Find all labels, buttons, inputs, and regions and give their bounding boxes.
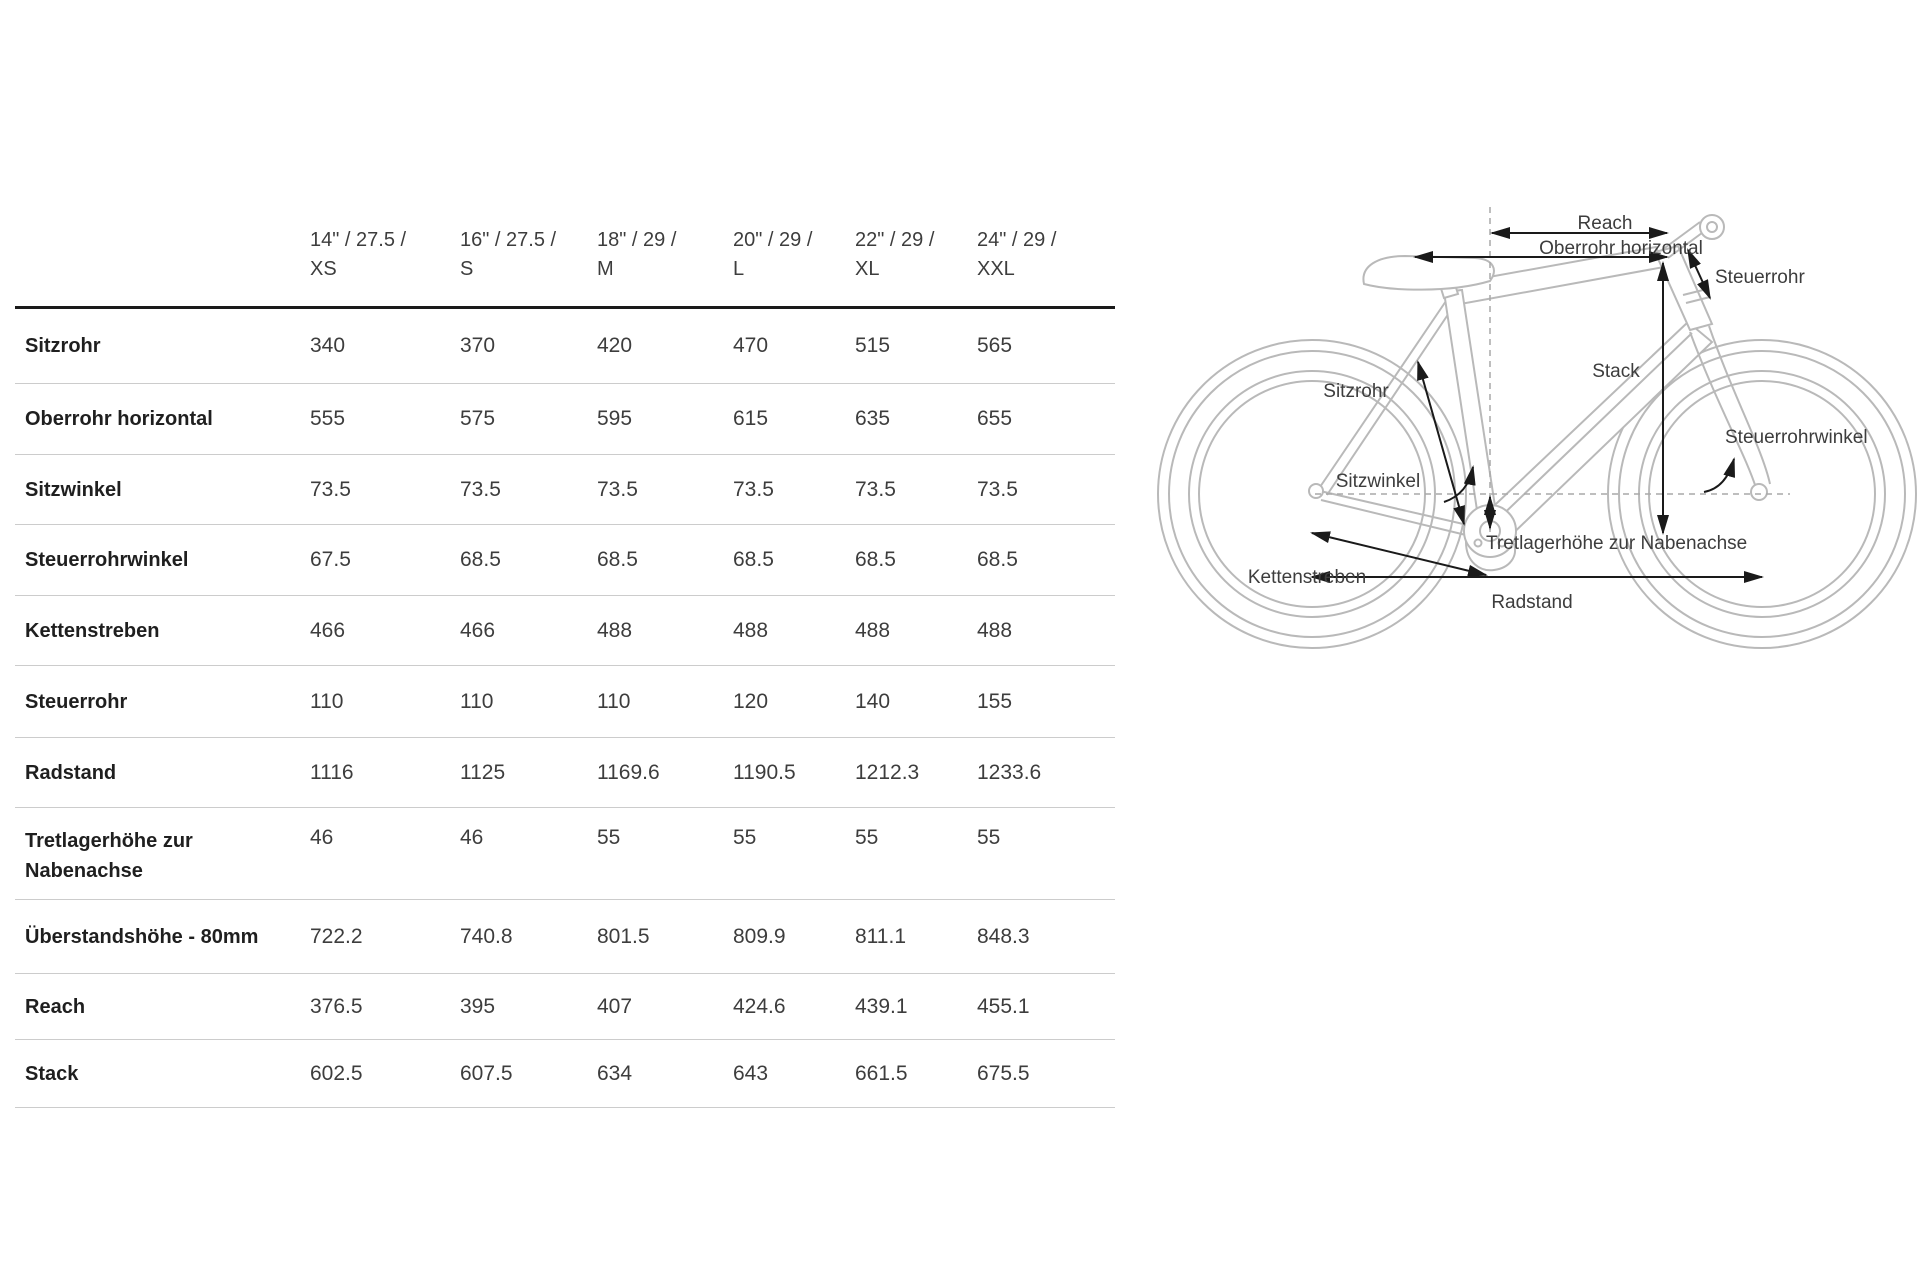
value-cell: 607.5 bbox=[460, 1061, 513, 1085]
row-label: Steuerrohr bbox=[25, 690, 128, 713]
stack-label: Stack bbox=[1592, 361, 1640, 382]
value-cell: 809.9 bbox=[733, 924, 786, 948]
row-label: Kettenstreben bbox=[25, 619, 160, 642]
row-label: Steuerrohrwinkel bbox=[25, 549, 189, 571]
handlebar-grip bbox=[1700, 215, 1724, 239]
sitzrohr-label: Sitzrohr bbox=[1323, 381, 1389, 402]
row-label: Reach bbox=[25, 995, 86, 1018]
value-cell: 1233.6 bbox=[977, 760, 1042, 784]
value-cell: 73.5 bbox=[855, 477, 896, 501]
value-cell: 1212.3 bbox=[855, 760, 920, 784]
down-tube bbox=[1478, 322, 1712, 544]
value-cell: 110 bbox=[310, 689, 344, 713]
value-cell: 55 bbox=[977, 826, 1001, 849]
value-cell: 1190.5 bbox=[733, 760, 796, 784]
size-header-row bbox=[15, 218, 1115, 309]
value-cell: 120 bbox=[733, 689, 769, 713]
size-header-line2: XXL bbox=[977, 258, 1015, 280]
value-cell: 73.5 bbox=[460, 477, 501, 501]
value-cell: 407 bbox=[597, 994, 633, 1018]
rear-dropout bbox=[1309, 484, 1323, 498]
value-cell: 675.5 bbox=[977, 1061, 1030, 1085]
value-cell: 55 bbox=[597, 826, 621, 849]
value-cell: 68.5 bbox=[855, 548, 896, 571]
table-row bbox=[15, 455, 1115, 525]
steuerrohr-label: Steuerrohr bbox=[1715, 267, 1805, 288]
kettenstreben-label: Kettenstreben bbox=[1247, 567, 1367, 588]
size-header-line1: 14" / 27.5 / bbox=[310, 229, 407, 251]
value-cell: 615 bbox=[733, 407, 769, 430]
row-label: Sitzwinkel bbox=[25, 478, 122, 501]
value-cell: 46 bbox=[310, 826, 334, 849]
row-label: Überstandshöhe - 80mm bbox=[25, 925, 259, 948]
value-cell: 155 bbox=[977, 689, 1013, 713]
value-cell: 420 bbox=[597, 334, 633, 357]
size-header-cell bbox=[733, 226, 855, 284]
value-cell: 340 bbox=[310, 334, 346, 357]
value-cell: 1125 bbox=[460, 760, 506, 784]
size-header-cell bbox=[460, 226, 597, 284]
value-cell: 740.8 bbox=[460, 924, 513, 948]
value-cell: 46 bbox=[460, 826, 484, 849]
value-cell: 643 bbox=[733, 1061, 769, 1085]
table-row bbox=[15, 1040, 1115, 1108]
table-row bbox=[15, 974, 1115, 1040]
value-cell: 73.5 bbox=[733, 477, 774, 501]
value-cell: 595 bbox=[597, 407, 633, 430]
table-row bbox=[15, 384, 1115, 455]
size-header-line2: XL bbox=[855, 258, 880, 280]
value-cell: 488 bbox=[733, 618, 769, 642]
size-header-cell bbox=[855, 226, 977, 284]
value-cell: 370 bbox=[460, 334, 496, 357]
value-cell: 575 bbox=[460, 407, 496, 430]
value-cell: 488 bbox=[977, 618, 1013, 642]
value-cell: 110 bbox=[597, 689, 631, 713]
saddle bbox=[1363, 256, 1493, 290]
table-row bbox=[15, 738, 1115, 808]
table-row bbox=[15, 309, 1115, 384]
value-cell: 466 bbox=[310, 618, 346, 642]
size-header-cell bbox=[310, 226, 460, 284]
value-cell: 68.5 bbox=[460, 548, 501, 571]
size-header-line1: 20" / 29 / bbox=[733, 229, 813, 251]
value-cell: 634 bbox=[597, 1061, 633, 1085]
value-cell: 602.5 bbox=[310, 1061, 363, 1085]
value-cell: 811.1 bbox=[855, 924, 906, 948]
value-cell: 73.5 bbox=[977, 477, 1018, 501]
reach-label: Reach bbox=[1577, 213, 1633, 234]
size-header-cell bbox=[977, 226, 1115, 284]
size-header-line2: L bbox=[733, 258, 745, 280]
value-cell: 722.2 bbox=[310, 924, 363, 948]
size-header-line1: 24" / 29 / bbox=[977, 229, 1057, 251]
value-cell: 661.5 bbox=[855, 1061, 908, 1085]
value-cell: 848.3 bbox=[977, 924, 1030, 948]
table-row bbox=[15, 596, 1115, 666]
table-row bbox=[15, 808, 1115, 900]
value-cell: 140 bbox=[855, 689, 891, 713]
value-cell: 55 bbox=[733, 826, 757, 849]
front-dropout bbox=[1751, 484, 1767, 500]
size-header-line1: 22" / 29 / bbox=[855, 229, 935, 251]
size-header-line2: S bbox=[460, 258, 474, 280]
size-header-line2: XS bbox=[310, 258, 337, 280]
value-cell: 555 bbox=[310, 407, 346, 430]
value-cell: 395 bbox=[460, 994, 496, 1018]
value-cell: 73.5 bbox=[597, 477, 638, 501]
radstand-label: Radstand bbox=[1491, 592, 1573, 613]
value-cell: 801.5 bbox=[597, 924, 650, 948]
table-row bbox=[15, 525, 1115, 596]
steuerrohrwinkel-label: Steuerrohrwinkel bbox=[1725, 427, 1868, 448]
row-label: Stack bbox=[25, 1062, 79, 1085]
value-cell: 439.1 bbox=[855, 994, 908, 1018]
value-cell: 655 bbox=[977, 407, 1013, 430]
value-cell: 424.6 bbox=[733, 994, 786, 1018]
value-cell: 1169.6 bbox=[597, 760, 660, 784]
table-row bbox=[15, 900, 1115, 974]
value-cell: 565 bbox=[977, 334, 1013, 357]
table-row bbox=[15, 666, 1115, 738]
oberrohr-label: Oberrohr horizontal bbox=[1539, 238, 1703, 259]
value-cell: 488 bbox=[855, 618, 891, 642]
size-header-cell bbox=[597, 226, 733, 284]
value-cell: 68.5 bbox=[597, 548, 638, 571]
value-cell: 466 bbox=[460, 618, 496, 642]
row-label: Radstand bbox=[25, 761, 117, 784]
value-cell: 68.5 bbox=[733, 548, 774, 571]
value-cell: 470 bbox=[733, 334, 769, 357]
tretlagerhoehe-label: Tretlagerhöhe zur Nabenachse bbox=[1486, 533, 1748, 554]
value-cell: 376.5 bbox=[310, 994, 363, 1018]
value-cell: 55 bbox=[855, 826, 879, 849]
bike-geometry-diagram bbox=[1150, 170, 1920, 910]
value-cell: 1116 bbox=[310, 760, 354, 784]
value-cell: 455.1 bbox=[977, 994, 1030, 1018]
size-header-line1: 16" / 27.5 / bbox=[460, 229, 557, 251]
row-label: Sitzrohr bbox=[25, 335, 101, 357]
value-cell: 67.5 bbox=[310, 548, 351, 571]
value-cell: 488 bbox=[597, 618, 633, 642]
value-cell: 635 bbox=[855, 407, 891, 430]
row-label: Tretlagerhöhe zur Nabenachse bbox=[25, 830, 193, 882]
size-header-line1: 18" / 29 / bbox=[597, 229, 677, 251]
size-header-line2: M bbox=[597, 258, 614, 280]
value-cell: 73.5 bbox=[310, 477, 351, 501]
sitzwinkel-label: Sitzwinkel bbox=[1335, 471, 1421, 492]
value-cell: 68.5 bbox=[977, 548, 1018, 571]
value-cell: 515 bbox=[855, 334, 891, 357]
steuerrohrwinkel-arc bbox=[1704, 459, 1734, 492]
value-cell: 110 bbox=[460, 689, 494, 713]
row-label: Oberrohr horizontal bbox=[25, 408, 213, 430]
geometry-table bbox=[15, 218, 1115, 1108]
